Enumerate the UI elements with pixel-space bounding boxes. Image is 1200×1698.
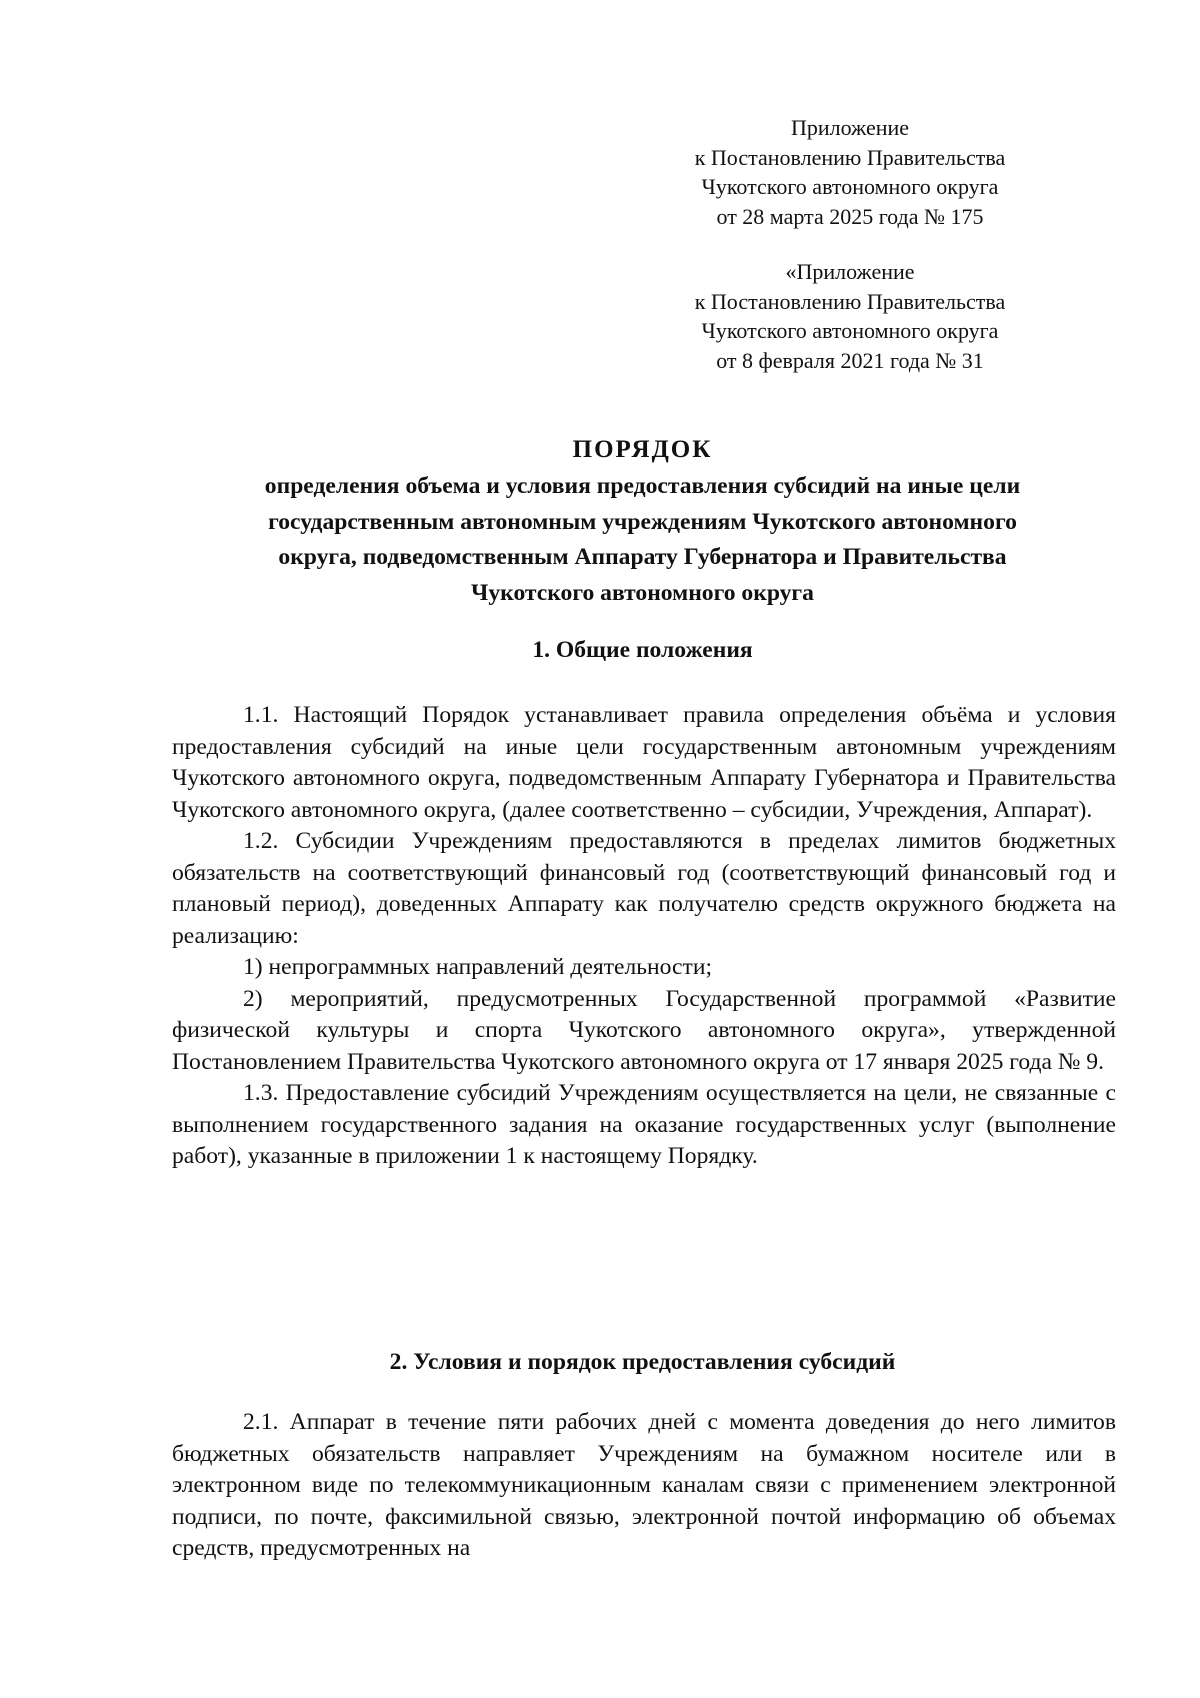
section-body-conditions <box>172 1407 1116 1565</box>
paragraph-1-2-item-2: 2) мероприятий, предусмотренных Государственной программой «Развитие физической культуры и спорта Чукотского автономного округа», утвержденной Постановлением Правительства Чукотского автономного округа от 17 января 2025 года № 9. <box>172 985 1116 1075</box>
appendix-line: Приложение <box>790 115 910 140</box>
document-title-block <box>170 431 1115 611</box>
appendix-line: «Приложение <box>785 259 915 284</box>
appendix-header-current <box>650 113 1050 231</box>
subtitle-line: определения объема и условия предоставления субсидий на иные цели <box>264 473 1021 499</box>
appendix-line: Чукотского автономного округа <box>701 318 999 343</box>
document-title: ПОРЯДОК <box>572 436 713 463</box>
subtitle-line: Чукотского автономного округа <box>471 579 814 606</box>
section-heading-conditions: 2. Условия и порядок предоставления субсидий <box>389 1349 896 1375</box>
subtitle-line: государственным автономным учреждениям Чукотского автономного <box>268 508 1017 535</box>
appendix-line: от 28 марта 2025 года № 175 <box>716 203 984 229</box>
appendix-line: к Постановлению Правительства <box>694 144 1006 170</box>
appendix-header-previous <box>650 257 1050 375</box>
paragraph-1-2-item-1: 1) непрограммных направлений деятельности; <box>243 954 713 980</box>
section-body-general <box>172 700 1116 1173</box>
document-subtitle <box>170 469 1115 611</box>
section-heading-general: 1. Общие положения <box>532 637 753 663</box>
appendix-line: к Постановлению Правительства <box>694 288 1006 314</box>
paragraph-1-1: 1.1. Настоящий Порядок устанавливает правила определения объёма и условия предоставления субсидий на иные цели государственным автономным учреждениям Чукотского автономного округа, подведомственным Аппарату Губернатора и Правительства Чукотского автономного округа, (далее соответственно – субсидии, Учреждения, Аппарат). <box>172 702 1116 823</box>
paragraph-2-1: 2.1. Аппарат в течение пяти рабочих дней с момента доведения до него лимитов бюджетных обязательств направляет Учреждениям на бумажном носителе или в электронном виде по телекоммуникационным каналам связи с применением электронной подписи, по почте, факсимильной связью, электронной почтой информацию об объемах средств, предусмотренных на <box>172 1409 1116 1561</box>
appendix-line: Чукотского автономного округа <box>701 174 999 199</box>
paragraph-1-2: 1.2. Субсидии Учреждениям предоставляются в пределах лимитов бюджетных обязательств на соответствующий финансовый год (соответствующий финансовый год и плановый период), доведенных Аппарату как получателю средств окружного бюджета на реализацию: <box>172 828 1116 949</box>
appendix-line: от 8 февраля 2021 года № 31 <box>716 347 984 373</box>
paragraph-1-3: 1.3. Предоставление субсидий Учреждениям осуществляется на цели, не связанные с выполнением государственного задания на оказание государственных услуг (выполнение работ), указанные в приложении 1 к настоящему Порядку. <box>172 1080 1116 1169</box>
subtitle-line: округа, подведомственным Аппарату Губернатора и Правительства <box>278 544 1007 570</box>
